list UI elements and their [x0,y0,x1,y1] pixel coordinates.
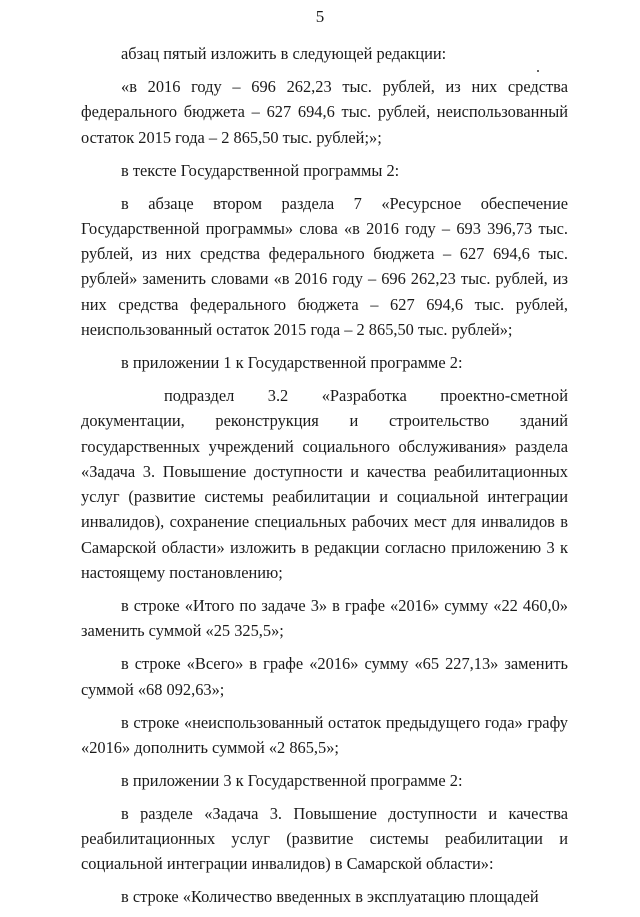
paragraph-podrazdel-3-2: подраздел 3.2 «Разработка проектно-сметной документации, реконструкция и строительство зданий государственных учреждений социального обслуживания» раздела «Задача 3. Повышение доступности и качества реабилитационных услуг (развитие системы реабилитации и социальной интеграции инвалидов), сохранение специальных рабочих мест для инвалидов в Самарской области» изложить в редакции согласно приложению 3 к настоящему постановлению; [81,386,568,583]
page-number: 5 [315,7,325,26]
paragraph-prilozhenie-1: в приложении 1 к Государственной программе 2: [121,353,463,373]
paragraph-abzac-pyatyi: абзац пятый изложить в следующей редакции: [121,44,447,63]
paragraph-razdel-zadacha-3: в разделе «Задача 3. Повышение доступности и качества реабилитационных услуг (развитие системы реабилитации и социальной интеграции инвалидов) в Самарской области»: [81,803,568,874]
paragraph-quote-2016: «в 2016 году – 696 262,23 тыс. рублей, из них средства федерального бюджета – 627 694,6 тыс. рублей, неиспользованный остаток 2015 года – 2 865,50 тыс. рублей;»; [81,76,568,147]
document-body [81,41,568,917]
paragraph-tekst-programmy: в тексте Государственной программы 2: [121,160,400,180]
paragraph-vsego: в строке «Всего» в графе «2016» сумму «65 227,13» заменить суммой «68 092,63»; [81,654,568,699]
paragraph-prilozhenie-3: в приложении 3 к Государственной программе 2: [121,770,463,790]
paragraph-kolichestvo-ploshchadei: в строке «Количество введенных в эксплуатацию площадей [121,887,539,907]
paragraph-abzac-vtoroi: в абзаце втором раздела 7 «Ресурсное обеспечение Государственной программы» слова «в 2016 году – 693 396,73 тыс. рублей, из них средства федерального бюджета – 627 694,6 тыс. рублей» заменить словами «в 2016 году – 696 262,23 тыс. рублей, из них средства федерального бюджета – 627 694,6 тыс. рублей, неиспользованный остаток 2015 года – 2 865,50 тыс. рублей»; [81,193,568,340]
paragraph-itogo-zadacha-3: в строке «Итого по задаче 3» в графе «2016» сумму «22 460,0» заменить суммой «25 325,5»; [81,596,568,641]
paragraph-neispolzovannyi-ostatok: в строке «неиспользованный остаток предыдущего года» графу «2016» дополнить суммой «2 865,5»; [81,712,568,757]
